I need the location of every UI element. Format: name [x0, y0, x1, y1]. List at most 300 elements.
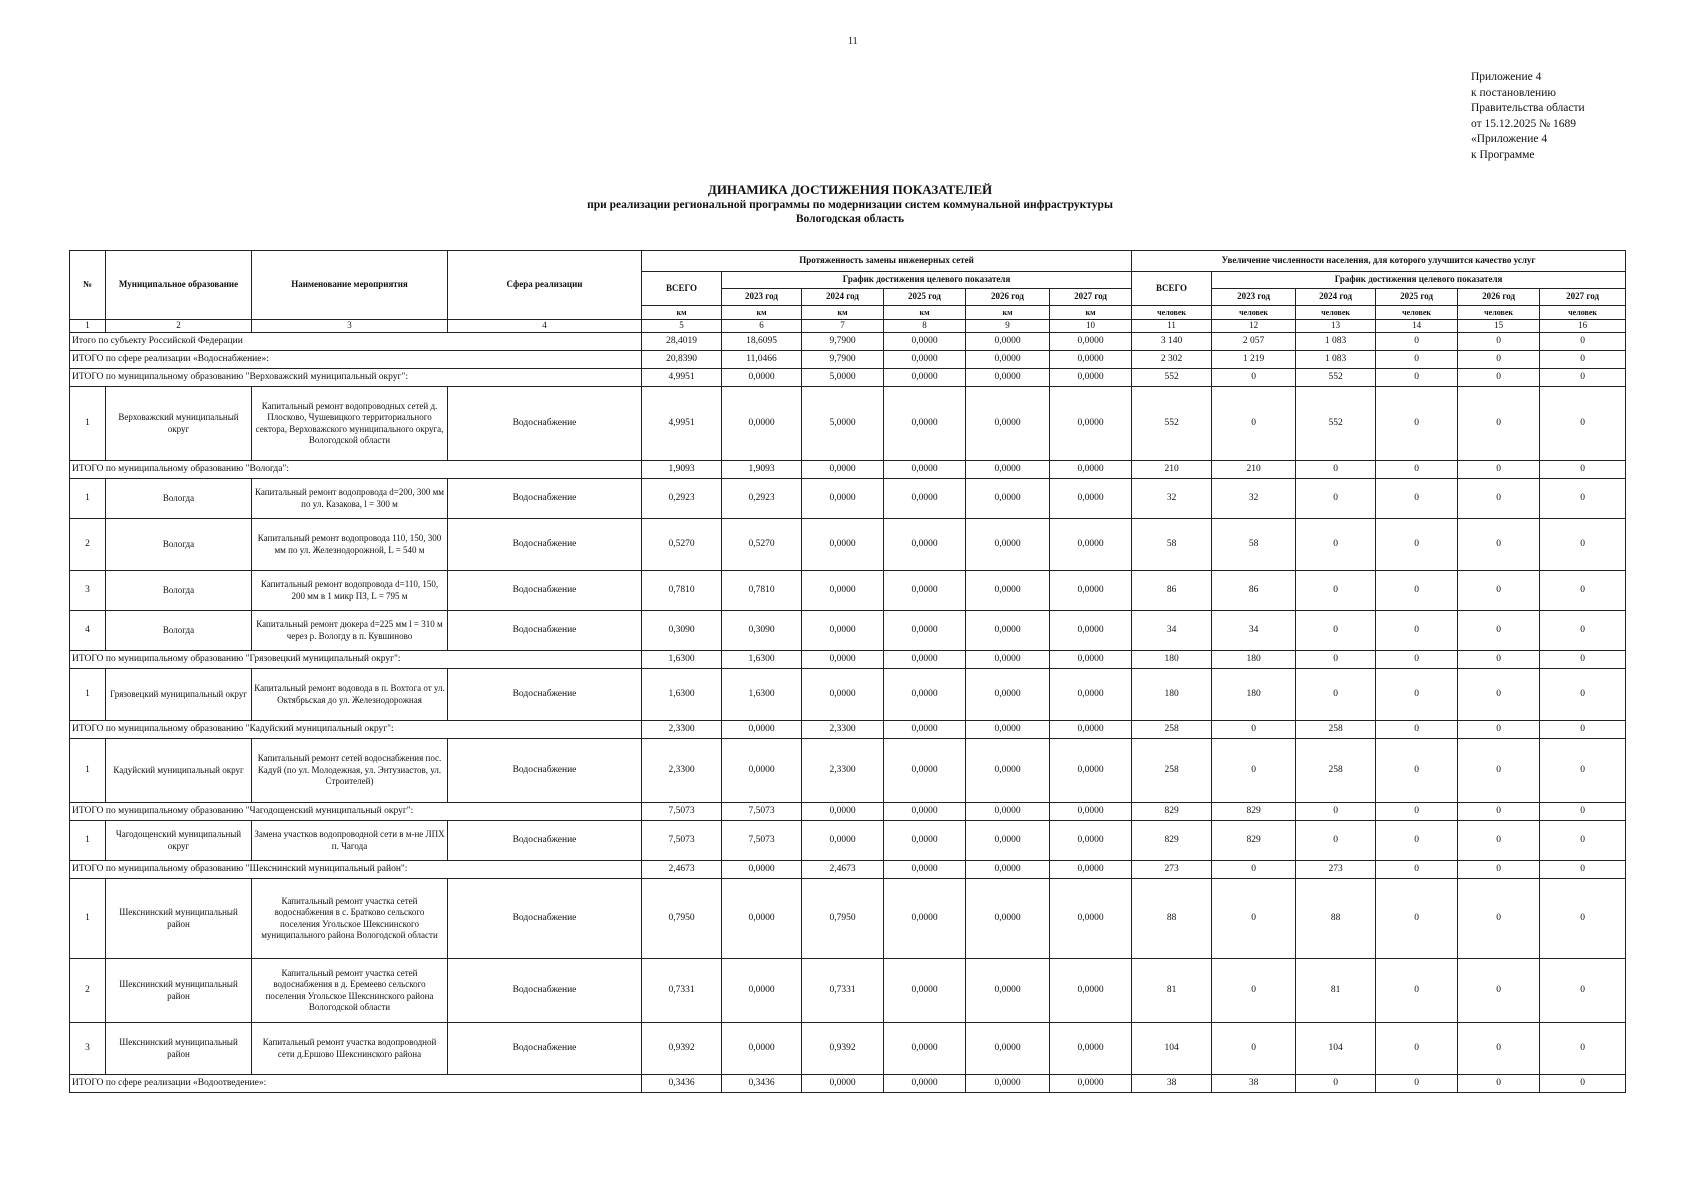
column-number: 13: [1296, 320, 1376, 333]
value-cell: 1 083: [1296, 351, 1376, 369]
value-cell: 0: [1376, 479, 1458, 519]
header-group-length: Протяженность замены инженерных сетей: [642, 251, 1132, 272]
column-number: 5: [642, 320, 722, 333]
value-cell: 0,0000: [884, 611, 966, 651]
value-cell: 0: [1458, 651, 1540, 669]
row-number: 1: [70, 879, 106, 959]
value-cell: 0,0000: [884, 739, 966, 803]
value-cell: 0: [1296, 651, 1376, 669]
value-cell: 86: [1132, 571, 1212, 611]
value-cell: 0: [1458, 333, 1540, 351]
value-cell: 0,5270: [722, 519, 802, 571]
value-cell: 0,0000: [966, 387, 1050, 461]
value-cell: 0,0000: [802, 461, 884, 479]
table-row: [70, 479, 1626, 519]
value-cell: 0: [1458, 821, 1540, 861]
value-cell: 0,0000: [802, 651, 884, 669]
value-cell: 0,0000: [802, 821, 884, 861]
value-cell: 552: [1132, 387, 1212, 461]
row-number: 1: [70, 821, 106, 861]
value-cell: 1 219: [1212, 351, 1296, 369]
header-sphere: Сфера реализации: [448, 251, 642, 320]
value-cell: 0: [1540, 351, 1626, 369]
value-cell: 0: [1296, 519, 1376, 571]
value-cell: 0,9392: [642, 1023, 722, 1075]
header-year: 2027 год: [1540, 289, 1626, 306]
value-cell: 0,3090: [722, 611, 802, 651]
value-cell: 0,0000: [966, 479, 1050, 519]
value-cell: 1,6300: [722, 651, 802, 669]
appendix-line: «Приложение 4: [1471, 133, 1548, 145]
value-cell: 0: [1458, 669, 1540, 721]
value-cell: 0: [1212, 1023, 1296, 1075]
value-cell: 0,0000: [802, 669, 884, 721]
sphere-cell: Водоснабжение: [448, 1023, 642, 1075]
header-num: №: [70, 251, 106, 320]
column-number: 12: [1212, 320, 1296, 333]
value-cell: 7,5073: [722, 821, 802, 861]
total-row: [70, 351, 1626, 369]
value-cell: 11,0466: [722, 351, 802, 369]
header-year: 2023 год: [1212, 289, 1296, 306]
value-cell: 0: [1212, 739, 1296, 803]
value-cell: 0: [1376, 351, 1458, 369]
value-cell: 0,0000: [1050, 721, 1132, 739]
sphere-cell: Водоснабжение: [448, 821, 642, 861]
value-cell: 0,0000: [884, 651, 966, 669]
total-row: [70, 803, 1626, 821]
value-cell: 0,0000: [1050, 959, 1132, 1023]
total-label: ИТОГО по муниципальному образованию "Вологда":: [70, 461, 642, 479]
event-cell: Замена участков водопроводной сети в м-не ЛПХ п. Чагода: [252, 821, 448, 861]
value-cell: 180: [1212, 669, 1296, 721]
unit-km: км: [802, 306, 884, 320]
value-cell: 829: [1132, 803, 1212, 821]
value-cell: 0,0000: [1050, 519, 1132, 571]
value-cell: 0: [1540, 669, 1626, 721]
title-line-3: Вологодская область: [795, 213, 905, 225]
value-cell: 58: [1132, 519, 1212, 571]
title-line-2: при реализации региональной программы по модернизации систем коммунальной инфраструктуры: [587, 199, 1113, 211]
value-cell: 0: [1376, 959, 1458, 1023]
event-cell: Капитальный ремонт сетей водоснабжения пос. Кадуй (по ул. Молодежная, ул. Энтузиастов, ул. Строителей): [252, 739, 448, 803]
value-cell: 0,0000: [966, 651, 1050, 669]
value-cell: 0,0000: [884, 369, 966, 387]
value-cell: 0: [1540, 879, 1626, 959]
value-cell: 104: [1132, 1023, 1212, 1075]
value-cell: 32: [1212, 479, 1296, 519]
value-cell: 4,9951: [642, 387, 722, 461]
value-cell: 3 140: [1132, 333, 1212, 351]
value-cell: 0: [1376, 1023, 1458, 1075]
value-cell: 0,0000: [722, 879, 802, 959]
value-cell: 86: [1212, 571, 1296, 611]
header-total-people: ВСЕГО: [1132, 272, 1212, 306]
column-number: 6: [722, 320, 802, 333]
value-cell: 104: [1296, 1023, 1376, 1075]
value-cell: 0,0000: [1050, 651, 1132, 669]
unit-people: человек: [1376, 306, 1458, 320]
value-cell: 2 302: [1132, 351, 1212, 369]
value-cell: 2,3300: [642, 721, 722, 739]
value-cell: 0: [1458, 739, 1540, 803]
appendix-line: к постановлению: [1471, 86, 1556, 99]
value-cell: 0,0000: [966, 1075, 1050, 1093]
row-number: 1: [70, 739, 106, 803]
row-number: 1: [70, 479, 106, 519]
value-cell: 0: [1212, 879, 1296, 959]
value-cell: 0,0000: [966, 351, 1050, 369]
header-municipality: Муниципальное образование: [106, 251, 252, 320]
value-cell: 0: [1458, 611, 1540, 651]
value-cell: 38: [1132, 1075, 1212, 1093]
value-cell: 0: [1376, 651, 1458, 669]
unit-people: человек: [1458, 306, 1540, 320]
value-cell: 0: [1540, 571, 1626, 611]
header-year: 2024 год: [802, 289, 884, 306]
table-row: [70, 821, 1626, 861]
sphere-cell: Водоснабжение: [448, 669, 642, 721]
total-label: ИТОГО по сфере реализации «Водоснабжение»:: [70, 351, 642, 369]
value-cell: 4,9951: [642, 369, 722, 387]
column-number: 16: [1540, 320, 1626, 333]
table-row: [70, 739, 1626, 803]
value-cell: 0: [1540, 461, 1626, 479]
value-cell: 0,0000: [1050, 461, 1132, 479]
value-cell: 0: [1458, 879, 1540, 959]
value-cell: 0,0000: [802, 519, 884, 571]
value-cell: 552: [1296, 369, 1376, 387]
municipality-cell: Грязовецкий муниципальный округ: [106, 669, 252, 721]
value-cell: 2,3300: [802, 721, 884, 739]
value-cell: 0,0000: [966, 739, 1050, 803]
total-row: [70, 721, 1626, 739]
value-cell: 0,0000: [884, 351, 966, 369]
value-cell: 0,0000: [884, 1075, 966, 1093]
municipality-cell: Вологда: [106, 611, 252, 651]
value-cell: 0: [1296, 821, 1376, 861]
value-cell: 0,7810: [642, 571, 722, 611]
value-cell: 0,0000: [966, 571, 1050, 611]
value-cell: 0,3090: [642, 611, 722, 651]
header-total-km: ВСЕГО: [642, 272, 722, 306]
table-row: [70, 611, 1626, 651]
column-number: 1: [70, 320, 106, 333]
value-cell: 88: [1132, 879, 1212, 959]
value-cell: 9,7900: [802, 351, 884, 369]
value-cell: 0,0000: [884, 721, 966, 739]
municipality-cell: Вологда: [106, 519, 252, 571]
value-cell: 0: [1458, 803, 1540, 821]
value-cell: 5,0000: [802, 369, 884, 387]
value-cell: 0,0000: [884, 879, 966, 959]
municipality-cell: Вологда: [106, 571, 252, 611]
value-cell: 7,5073: [642, 803, 722, 821]
value-cell: 0: [1540, 333, 1626, 351]
value-cell: 2,3300: [642, 739, 722, 803]
event-cell: Капитальный ремонт водопровода d=110, 150, 200 мм в 1 микр ПЗ, L = 795 м: [252, 571, 448, 611]
value-cell: 0: [1212, 387, 1296, 461]
value-cell: 0,0000: [966, 821, 1050, 861]
title-line-1: ДИНАМИКА ДОСТИЖЕНИЯ ПОКАЗАТЕЛЕЙ: [707, 182, 993, 197]
value-cell: 0: [1540, 1075, 1626, 1093]
sphere-cell: Водоснабжение: [448, 959, 642, 1023]
table-body: [70, 333, 1626, 1093]
value-cell: 0,0000: [884, 803, 966, 821]
total-label: Итого по субъекту Российской Федерации: [70, 333, 642, 351]
value-cell: 0,0000: [884, 1023, 966, 1075]
value-cell: 0,0000: [966, 461, 1050, 479]
value-cell: 0: [1458, 369, 1540, 387]
column-number: 7: [802, 320, 884, 333]
value-cell: 0,0000: [722, 1023, 802, 1075]
value-cell: 2,4673: [642, 861, 722, 879]
value-cell: 0,2923: [642, 479, 722, 519]
value-cell: 0: [1376, 611, 1458, 651]
value-cell: 0: [1458, 387, 1540, 461]
value-cell: 0: [1376, 1075, 1458, 1093]
total-label: ИТОГО по сфере реализации «Водоотведение»:: [70, 1075, 642, 1093]
municipality-cell: Чагодощенский муниципальный округ: [106, 821, 252, 861]
header-year: 2026 год: [1458, 289, 1540, 306]
value-cell: 180: [1132, 651, 1212, 669]
value-cell: 0,0000: [966, 959, 1050, 1023]
value-cell: 0,0000: [722, 387, 802, 461]
municipality-cell: Вологда: [106, 479, 252, 519]
value-cell: 0: [1540, 821, 1626, 861]
table-row: [70, 519, 1626, 571]
value-cell: 180: [1132, 669, 1212, 721]
header-year: 2026 год: [966, 289, 1050, 306]
value-cell: 0,0000: [884, 861, 966, 879]
value-cell: 1,9093: [642, 461, 722, 479]
value-cell: 0: [1296, 479, 1376, 519]
value-cell: 0,0000: [1050, 387, 1132, 461]
appendix-line: Правительства области: [1471, 102, 1585, 114]
unit-km: км: [1050, 306, 1132, 320]
value-cell: 0: [1296, 571, 1376, 611]
value-cell: 0,0000: [884, 571, 966, 611]
value-cell: 0: [1540, 519, 1626, 571]
header-year: 2024 год: [1296, 289, 1376, 306]
value-cell: 0,0000: [966, 861, 1050, 879]
value-cell: 0,0000: [966, 369, 1050, 387]
unit-people: человек: [1212, 306, 1296, 320]
event-cell: Капитальный ремонт водопроводных сетей д. Плосково, Чушевицкого территориального сектора, Верховажского муниципального округа, Вологодской области: [252, 387, 448, 461]
value-cell: 0,0000: [966, 879, 1050, 959]
row-number: 3: [70, 571, 106, 611]
value-cell: 0: [1540, 803, 1626, 821]
value-cell: 0,0000: [722, 861, 802, 879]
event-cell: Капитальный ремонт дюкера d=225 мм l = 310 м через р. Вологду в п. Кувшиново: [252, 611, 448, 651]
value-cell: 0: [1540, 369, 1626, 387]
value-cell: 5,0000: [802, 387, 884, 461]
sphere-cell: Водоснабжение: [448, 611, 642, 651]
value-cell: 0,0000: [1050, 333, 1132, 351]
value-cell: 1,6300: [642, 651, 722, 669]
value-cell: 2,3300: [802, 739, 884, 803]
value-cell: 38: [1212, 1075, 1296, 1093]
value-cell: 0,0000: [1050, 739, 1132, 803]
total-row: [70, 1075, 1626, 1093]
value-cell: 0,0000: [884, 387, 966, 461]
value-cell: 0: [1212, 369, 1296, 387]
row-number: 3: [70, 1023, 106, 1075]
total-row: [70, 861, 1626, 879]
value-cell: 28,4019: [642, 333, 722, 351]
value-cell: 829: [1212, 803, 1296, 821]
unit-km: км: [722, 306, 802, 320]
value-cell: 0: [1376, 669, 1458, 721]
indicators-table: [69, 250, 1626, 1093]
value-cell: 0: [1296, 461, 1376, 479]
value-cell: 0: [1376, 461, 1458, 479]
value-cell: 0,7950: [802, 879, 884, 959]
value-cell: 0,0000: [966, 333, 1050, 351]
value-cell: 58: [1212, 519, 1296, 571]
value-cell: 0: [1540, 959, 1626, 1023]
value-cell: 1,6300: [642, 669, 722, 721]
value-cell: 210: [1132, 461, 1212, 479]
value-cell: 0: [1296, 803, 1376, 821]
value-cell: 0: [1212, 861, 1296, 879]
value-cell: 0: [1458, 721, 1540, 739]
sphere-cell: Водоснабжение: [448, 519, 642, 571]
table-row: [70, 669, 1626, 721]
table-row: [70, 879, 1626, 959]
value-cell: 0,0000: [884, 519, 966, 571]
total-row: [70, 333, 1626, 351]
value-cell: 0: [1296, 669, 1376, 721]
value-cell: 0,0000: [966, 611, 1050, 651]
unit-km: км: [966, 306, 1050, 320]
appendix-note: [1471, 70, 1585, 163]
value-cell: 0,0000: [966, 519, 1050, 571]
value-cell: 20,8390: [642, 351, 722, 369]
value-cell: 0,3436: [722, 1075, 802, 1093]
value-cell: 81: [1132, 959, 1212, 1023]
value-cell: 0,0000: [722, 739, 802, 803]
appendix-line: Приложение 4: [1471, 71, 1542, 83]
header-group-population: Увеличение численности населения, для которого улучшится качество услуг: [1132, 251, 1626, 272]
page-number: 11: [848, 36, 858, 47]
value-cell: 0,0000: [966, 669, 1050, 721]
value-cell: 32: [1132, 479, 1212, 519]
value-cell: 258: [1132, 721, 1212, 739]
value-cell: 0,0000: [1050, 369, 1132, 387]
value-cell: 0,0000: [1050, 821, 1132, 861]
event-cell: Капитальный ремонт водовода в п. Вохтога от ул. Октябрьская до ул. Железнодорожная: [252, 669, 448, 721]
appendix-line: к Программе: [1471, 148, 1535, 161]
value-cell: 7,5073: [722, 803, 802, 821]
value-cell: 0: [1212, 959, 1296, 1023]
value-cell: 0,0000: [722, 959, 802, 1023]
sphere-cell: Водоснабжение: [448, 739, 642, 803]
value-cell: 0: [1458, 351, 1540, 369]
value-cell: 0,7331: [802, 959, 884, 1023]
value-cell: 0,0000: [884, 461, 966, 479]
unit-people: человек: [1296, 306, 1376, 320]
total-row: [70, 369, 1626, 387]
value-cell: 34: [1132, 611, 1212, 651]
value-cell: 1,6300: [722, 669, 802, 721]
value-cell: 18,6095: [722, 333, 802, 351]
value-cell: 0,0000: [1050, 611, 1132, 651]
value-cell: 0,0000: [1050, 571, 1132, 611]
value-cell: 0,9392: [802, 1023, 884, 1075]
event-cell: Капитальный ремонт водопровода 110, 150, 300 мм по ул. Железнодорожной, L = 540 м: [252, 519, 448, 571]
municipality-cell: Шекснинский муниципальный район: [106, 959, 252, 1023]
total-row: [70, 461, 1626, 479]
value-cell: 2 057: [1212, 333, 1296, 351]
value-cell: 0: [1458, 519, 1540, 571]
value-cell: 0: [1376, 879, 1458, 959]
event-cell: Капитальный ремонт участка сетей водоснабжения в с. Братково сельского поселения Угольское Шекснинского муниципального района Вологодской области: [252, 879, 448, 959]
table-row: [70, 387, 1626, 461]
column-number: 9: [966, 320, 1050, 333]
value-cell: 0,0000: [1050, 803, 1132, 821]
value-cell: 0: [1540, 387, 1626, 461]
column-number: 11: [1132, 320, 1212, 333]
value-cell: 0,0000: [1050, 479, 1132, 519]
sphere-cell: Водоснабжение: [448, 571, 642, 611]
value-cell: 0,0000: [966, 1023, 1050, 1075]
value-cell: 0,0000: [884, 959, 966, 1023]
value-cell: 0: [1458, 861, 1540, 879]
value-cell: 210: [1212, 461, 1296, 479]
value-cell: 0,7950: [642, 879, 722, 959]
column-number: 3: [252, 320, 448, 333]
value-cell: 0: [1376, 369, 1458, 387]
value-cell: 0,0000: [1050, 669, 1132, 721]
total-row: [70, 651, 1626, 669]
sphere-cell: Водоснабжение: [448, 479, 642, 519]
value-cell: 0: [1376, 571, 1458, 611]
value-cell: 0,2923: [722, 479, 802, 519]
value-cell: 0: [1540, 611, 1626, 651]
value-cell: 0,0000: [1050, 861, 1132, 879]
value-cell: 273: [1132, 861, 1212, 879]
value-cell: 0,0000: [802, 611, 884, 651]
sphere-cell: Водоснабжение: [448, 879, 642, 959]
table-row: [70, 571, 1626, 611]
value-cell: 0: [1296, 611, 1376, 651]
value-cell: 0: [1458, 479, 1540, 519]
value-cell: 0,0000: [884, 333, 966, 351]
value-cell: 0: [1458, 959, 1540, 1023]
row-number: 2: [70, 519, 106, 571]
column-number: 15: [1458, 320, 1540, 333]
value-cell: 81: [1296, 959, 1376, 1023]
value-cell: 258: [1132, 739, 1212, 803]
total-label: ИТОГО по муниципальному образованию "Шекснинский муниципальный район":: [70, 861, 642, 879]
row-number: 1: [70, 387, 106, 461]
column-number: 4: [448, 320, 642, 333]
column-numbers-row: [70, 320, 1626, 333]
event-cell: Капитальный ремонт участка сетей водоснабжения в д. Еремеево сельского поселения Угольское Шекснинского района Вологодской области: [252, 959, 448, 1023]
value-cell: 34: [1212, 611, 1296, 651]
municipality-cell: Шекснинский муниципальный район: [106, 1023, 252, 1075]
event-cell: Капитальный ремонт участка водопроводной сети д.Ершово Шекснинского района: [252, 1023, 448, 1075]
value-cell: 0: [1540, 1023, 1626, 1075]
value-cell: 9,7900: [802, 333, 884, 351]
value-cell: 258: [1296, 739, 1376, 803]
value-cell: 0,0000: [722, 721, 802, 739]
unit-km: км: [884, 306, 966, 320]
value-cell: 0: [1376, 739, 1458, 803]
column-number: 14: [1376, 320, 1458, 333]
municipality-cell: Шекснинский муниципальный район: [106, 879, 252, 959]
